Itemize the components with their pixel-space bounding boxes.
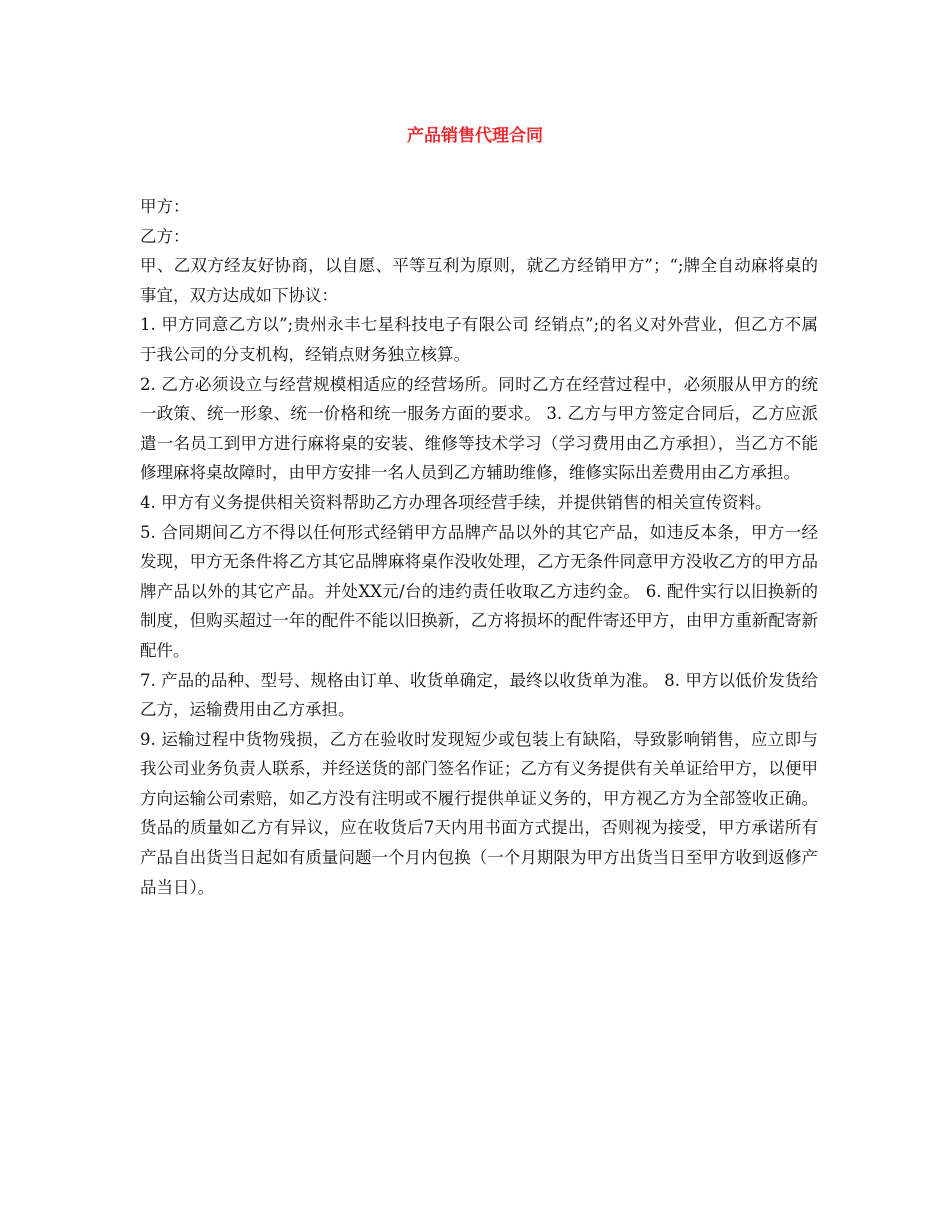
document-title: 产品销售代理合同: [407, 126, 543, 146]
document-body: [140, 192, 818, 902]
party-a-line: 甲方：: [140, 197, 190, 216]
clause-4: 4. 甲方有义务提供相关资料帮助乙方办理各项经营手续，并提供销售的相关宣传资料。: [140, 492, 772, 512]
clause-2-3: 2. 乙方必须设立与经营规模相适应的经营场所。同时乙方在经营过程中，必须服从甲方的统一政策、统一形象、统一价格和统一服务方面的要求。 3. 乙方与甲方签定合同后，乙方应派遣一名员工到甲方进行麻将桌的安装、维修等技术学习（学习费用由乙方承担），当乙方不能修理麻将桌故障时，由甲方安排一名人员到乙方辅助维修，维修实际出差费用由乙方承担。: [140, 374, 818, 483]
clause-7-8: 7. 产品的品种、型号、规格由订单、收货单确定，最终以收货单为准。 8. 甲方以低价发货给乙方，运输费用由乙方承担。: [140, 670, 818, 720]
clause-1: 1. 甲方同意乙方以”;贵州永丰七星科技电子有限公司 经销点”;的名义对外营业，但乙方不属于我公司的分支机构，经销点财务独立核算。: [140, 315, 818, 364]
clause-9: 9. 运输过程中货物残损，乙方在验收时发现短少或包装上有缺陷，导致影响销售，应立即与我公司业务负责人联系，并经送货的部门签名作证；乙方有义务提供有关单证给甲方，以便甲方向运输公司索赔，如乙方没有注明或不履行提供单证义务的，甲方视乙方为全部签收正确。货品的质量如乙方有异议，应在收货后7天内用书面方式提出，否则视为接受，甲方承诺所有产品自出货当日起如有质量问题一个月内包换（一个月期限为甲方出货当日至甲方收到返修产品当日）。: [140, 729, 818, 897]
preamble-paragraph: 甲、乙双方经友好协商，以自愿、平等互利为原则，就乙方经销甲方”；“;牌全自动麻将桌的事宜，双方达成如下协议：: [140, 256, 818, 305]
party-b-line: 乙方：: [140, 226, 190, 246]
clause-5-6: 5. 合同期间乙方不得以任何形式经销甲方品牌产品以外的其它产品，如违反本条，甲方一经发现，甲方无条件将乙方其它品牌麻将桌作没收处理，乙方无条件同意甲方没收乙方的甲方品牌产品以外的其它产品。并处XX元/台的违约责任收取乙方违约金。 6. 配件实行以旧换新的制度，但购买超过一年的配件不能以旧换新，乙方将损坏的配件寄还甲方，由甲方重新配寄新配件。: [140, 522, 818, 660]
